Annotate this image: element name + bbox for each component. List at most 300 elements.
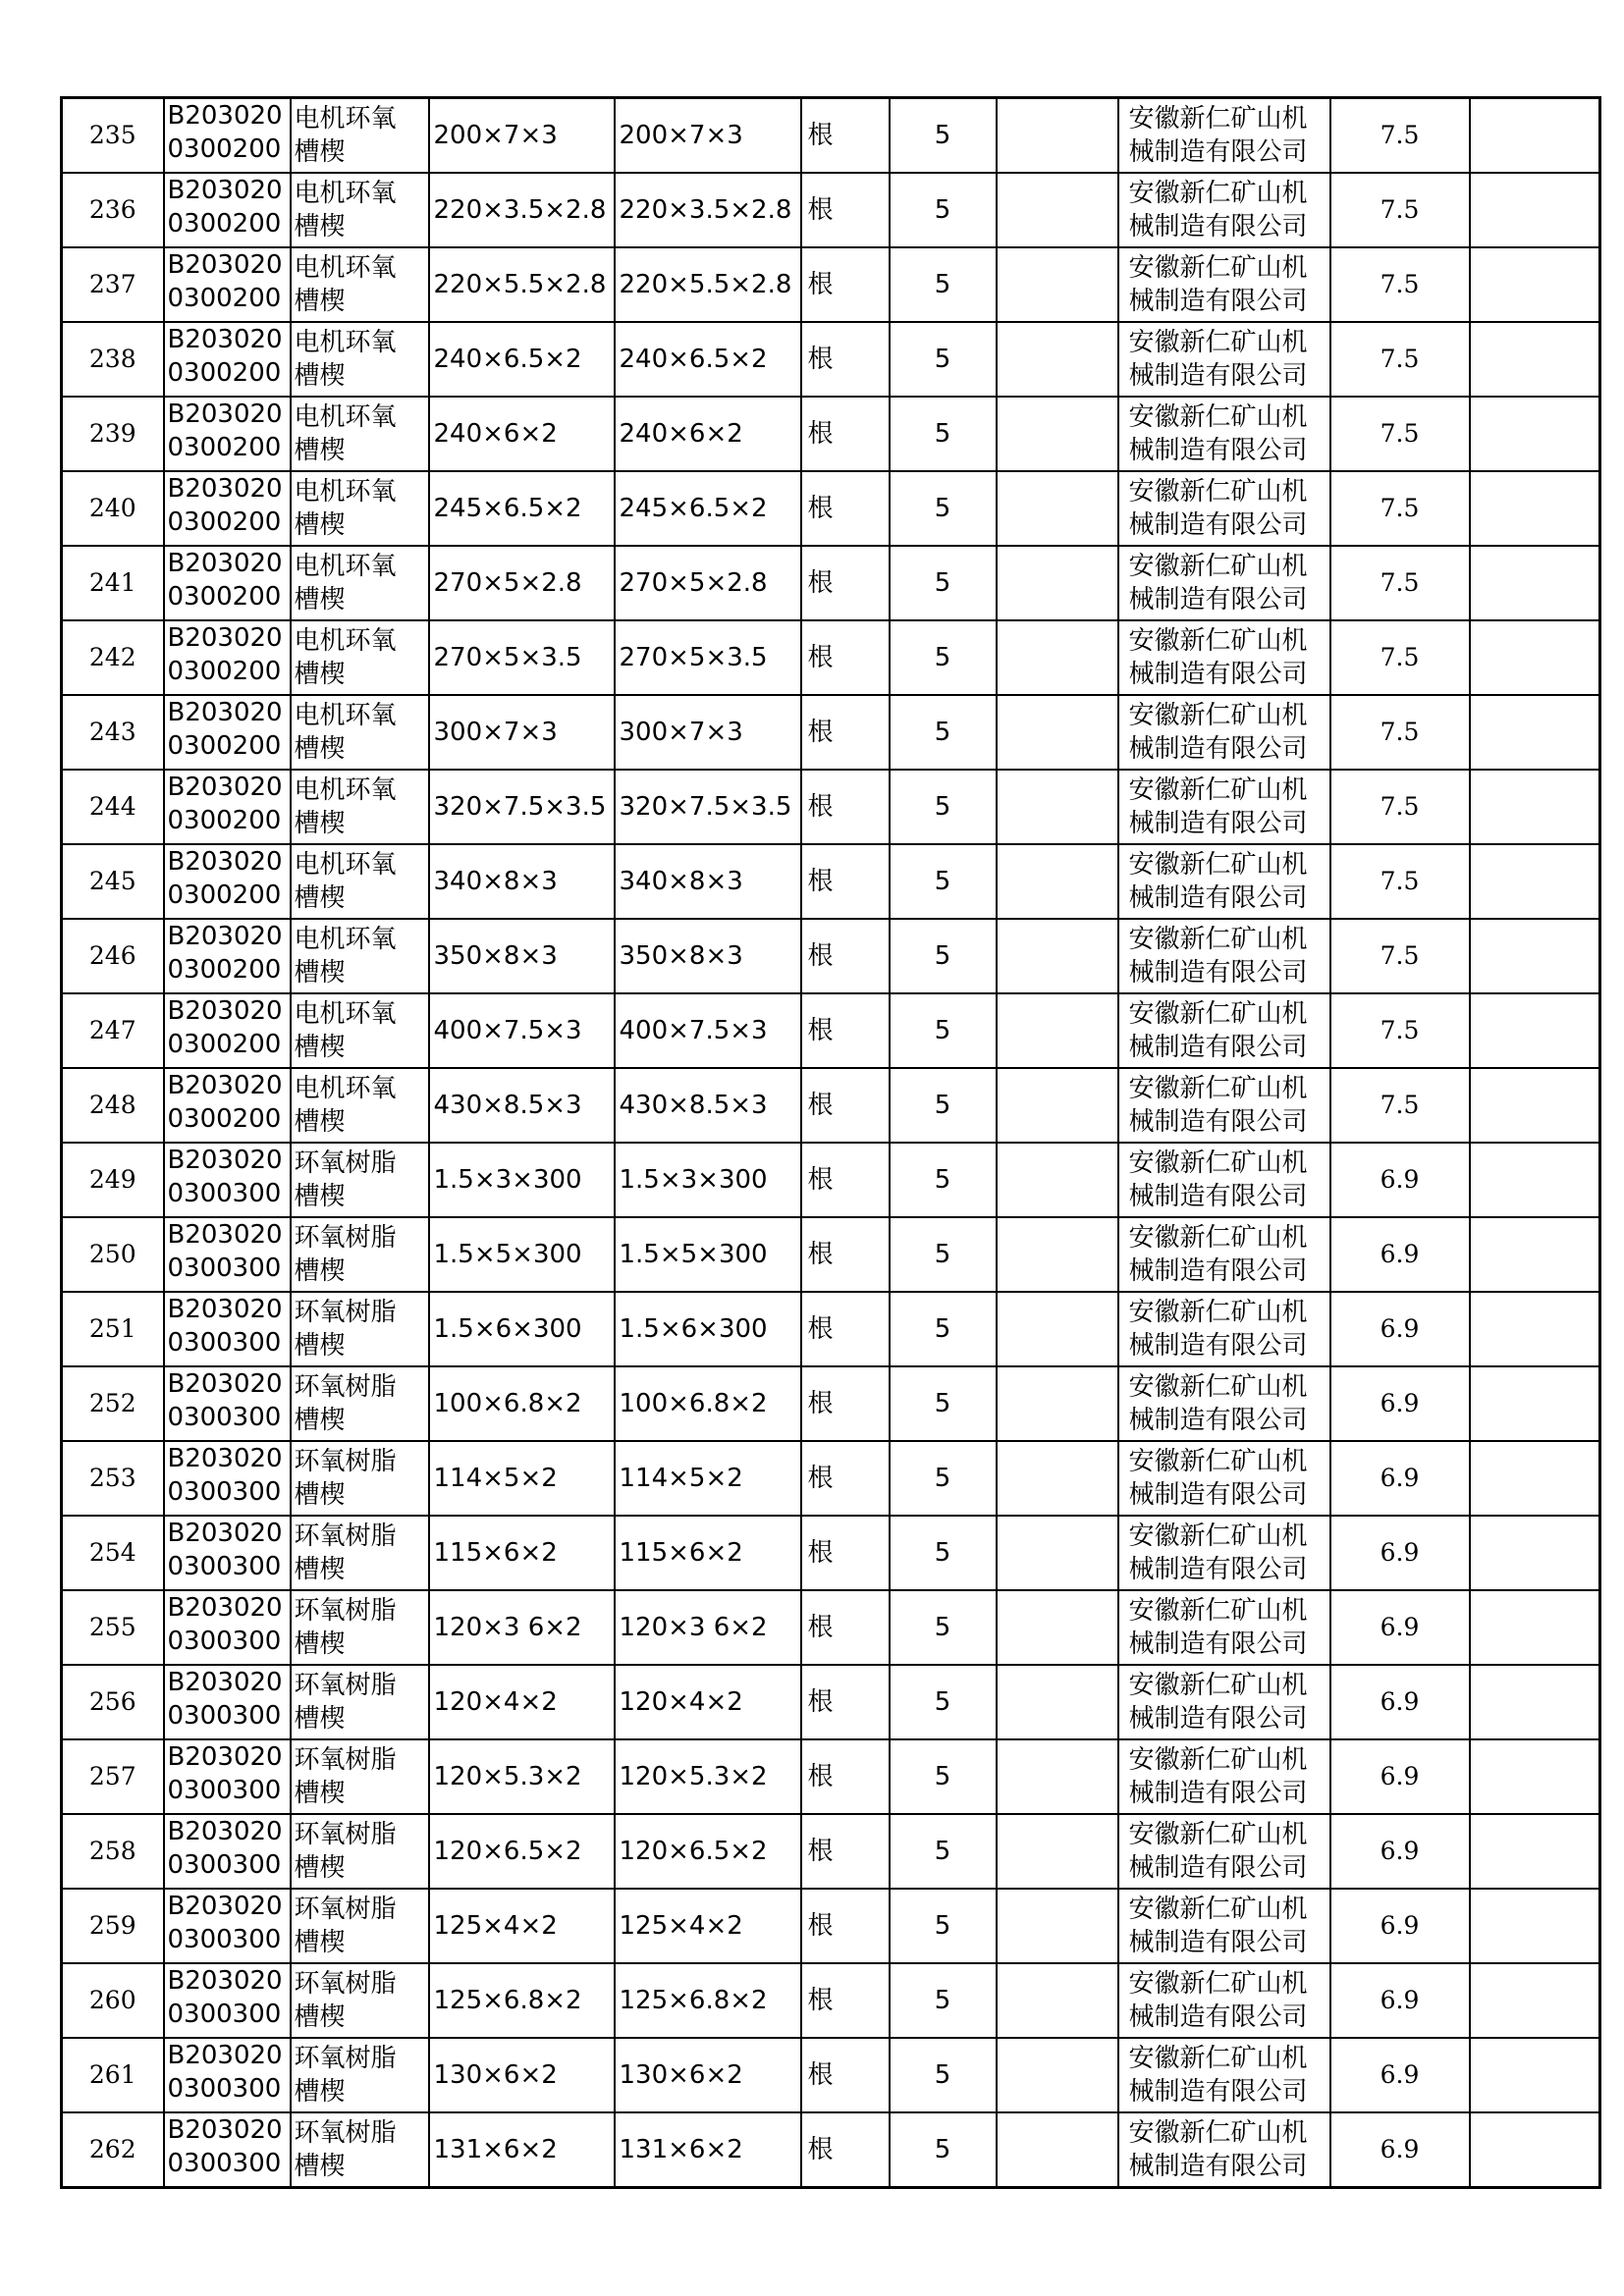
material-name-cell-text: 电机环氧	[294, 626, 397, 656]
spec-cell: 320×7.5×3.5	[429, 770, 615, 844]
material-code-cell-text: B203020	[167, 1817, 283, 1846]
material-name-cell-text: 槽楔	[294, 1853, 346, 1883]
spec-cell: 240×6×2	[429, 397, 615, 471]
table-row	[62, 695, 1600, 770]
remark-cell	[1470, 1217, 1600, 1292]
row-number-cell: 245	[62, 844, 164, 919]
quantity-cell: 5	[890, 1217, 997, 1292]
material-name-cell-text: 电机环氧	[294, 850, 397, 880]
material-code-cell	[164, 620, 291, 695]
model-cell: 115×6×2	[615, 1516, 801, 1590]
vendor-cell	[1118, 2112, 1330, 2188]
price-cell: 7.5	[1330, 919, 1470, 993]
vendor-cell	[1118, 397, 1330, 471]
material-code-cell-text: 0300200	[167, 955, 282, 985]
material-name-cell	[291, 1366, 429, 1441]
material-name-cell-text: 槽楔	[294, 1331, 346, 1361]
row-number-cell: 254	[62, 1516, 164, 1590]
quantity-cell: 5	[890, 1963, 997, 2038]
spec-cell: 240×6.5×2	[429, 322, 615, 397]
price-cell: 6.9	[1330, 1516, 1470, 1590]
quantity-cell: 5	[890, 1441, 997, 1516]
blank-cell	[997, 1665, 1118, 1739]
price-cell: 6.9	[1330, 1217, 1470, 1292]
model-cell: 400×7.5×3	[615, 993, 801, 1068]
vendor-cell-text: 械制造有限公司	[1128, 436, 1308, 465]
table-row	[62, 247, 1600, 322]
model-cell: 270×5×2.8	[615, 546, 801, 620]
blank-cell	[997, 1889, 1118, 1963]
material-code-cell-text: 0300300	[167, 1701, 282, 1731]
remark-cell	[1470, 1590, 1600, 1665]
material-name-cell	[291, 1665, 429, 1739]
remark-cell	[1470, 322, 1600, 397]
remark-cell	[1470, 173, 1600, 247]
remark-cell	[1470, 1665, 1600, 1739]
material-code-cell	[164, 770, 291, 844]
price-cell: 7.5	[1330, 322, 1470, 397]
spec-cell: 1.5×6×300	[429, 1292, 615, 1366]
model-cell: 320×7.5×3.5	[615, 770, 801, 844]
material-name-cell	[291, 471, 429, 546]
material-code-cell-text: B203020	[167, 101, 283, 131]
material-code-cell-text: B203020	[167, 773, 283, 802]
material-code-cell-text: B203020	[167, 474, 283, 504]
spec-cell: 300×7×3	[429, 695, 615, 770]
material-code-cell-text: 0300300	[167, 2000, 282, 2029]
remark-cell	[1470, 1068, 1600, 1143]
row-number-cell: 239	[62, 397, 164, 471]
table-row	[62, 546, 1600, 620]
material-name-cell	[291, 397, 429, 471]
unit-cell: 根	[801, 471, 890, 546]
material-code-cell	[164, 1068, 291, 1143]
table-row	[62, 1366, 1600, 1441]
remark-cell	[1470, 1739, 1600, 1814]
quantity-cell: 5	[890, 1665, 997, 1739]
material-name-cell-text: 环氧树脂	[294, 1447, 397, 1476]
material-code-cell	[164, 247, 291, 322]
vendor-cell-text: 械制造有限公司	[1128, 1182, 1308, 1211]
vendor-cell-text: 械制造有限公司	[1128, 1555, 1308, 1584]
material-code-cell-text: B203020	[167, 1295, 283, 1324]
row-number-cell: 236	[62, 173, 164, 247]
spec-cell: 120×6.5×2	[429, 1814, 615, 1889]
row-number-cell: 257	[62, 1739, 164, 1814]
table-row	[62, 2112, 1600, 2188]
row-number-cell: 261	[62, 2038, 164, 2112]
material-code-cell-text: 0300200	[167, 507, 282, 537]
row-number-cell: 247	[62, 993, 164, 1068]
quantity-cell: 5	[890, 844, 997, 919]
material-code-cell-text: B203020	[167, 1668, 283, 1697]
material-code-cell-text: 0300300	[167, 1403, 282, 1432]
quantity-cell: 5	[890, 993, 997, 1068]
material-code-cell-text: B203020	[167, 1742, 283, 1772]
row-number-cell: 260	[62, 1963, 164, 2038]
unit-cell: 根	[801, 1739, 890, 1814]
vendor-cell-text: 械制造有限公司	[1128, 1406, 1308, 1435]
material-name-cell	[291, 2112, 429, 2188]
vendor-cell-text: 械制造有限公司	[1128, 1107, 1308, 1137]
vendor-cell-text: 械制造有限公司	[1128, 883, 1308, 913]
material-name-cell-text: 电机环氧	[294, 104, 397, 133]
vendor-cell	[1118, 322, 1330, 397]
vendor-cell-text: 安徽新仁矿山机	[1128, 1745, 1308, 1775]
table-row	[62, 1143, 1600, 1217]
blank-cell	[997, 993, 1118, 1068]
quantity-cell: 5	[890, 770, 997, 844]
vendor-cell	[1118, 1516, 1330, 1590]
vendor-cell-text: 安徽新仁矿山机	[1128, 701, 1308, 730]
material-name-cell-text: 槽楔	[294, 660, 346, 689]
material-name-cell	[291, 1889, 429, 1963]
row-number-cell: 253	[62, 1441, 164, 1516]
row-number-cell: 241	[62, 546, 164, 620]
spec-cell: 270×5×2.8	[429, 546, 615, 620]
vendor-cell-text: 安徽新仁矿山机	[1128, 1298, 1308, 1327]
blank-cell	[997, 98, 1118, 174]
spec-cell: 200×7×3	[429, 98, 615, 174]
unit-cell: 根	[801, 1590, 890, 1665]
vendor-cell-text: 械制造有限公司	[1128, 1629, 1308, 1659]
material-code-cell-text: B203020	[167, 1369, 283, 1399]
remark-cell	[1470, 1889, 1600, 1963]
price-cell: 6.9	[1330, 1665, 1470, 1739]
vendor-cell	[1118, 173, 1330, 247]
vendor-cell-text: 安徽新仁矿山机	[1128, 253, 1308, 283]
remark-cell	[1470, 247, 1600, 322]
material-code-cell-text: 0300200	[167, 657, 282, 686]
vendor-cell-text: 械制造有限公司	[1128, 287, 1308, 316]
vendor-cell	[1118, 1889, 1330, 1963]
vendor-cell-text: 械制造有限公司	[1128, 2152, 1308, 2181]
spec-cell: 1.5×3×300	[429, 1143, 615, 1217]
spec-cell: 1.5×5×300	[429, 1217, 615, 1292]
table-row	[62, 1292, 1600, 1366]
blank-cell	[997, 770, 1118, 844]
row-number-cell: 251	[62, 1292, 164, 1366]
price-cell: 6.9	[1330, 2038, 1470, 2112]
table-row	[62, 1516, 1600, 1590]
unit-cell: 根	[801, 322, 890, 397]
material-name-cell	[291, 247, 429, 322]
material-name-cell-text: 槽楔	[294, 958, 346, 988]
material-code-cell-text: B203020	[167, 847, 283, 877]
material-name-cell-text: 槽楔	[294, 436, 346, 465]
vendor-cell-text: 安徽新仁矿山机	[1128, 104, 1308, 133]
blank-cell	[997, 546, 1118, 620]
vendor-cell-text: 安徽新仁矿山机	[1128, 477, 1308, 507]
unit-cell: 根	[801, 1889, 890, 1963]
quantity-cell: 5	[890, 247, 997, 322]
material-code-cell	[164, 546, 291, 620]
vendor-cell-text: 械制造有限公司	[1128, 660, 1308, 689]
model-cell: 245×6.5×2	[615, 471, 801, 546]
material-code-cell-text: B203020	[167, 549, 283, 578]
unit-cell: 根	[801, 993, 890, 1068]
unit-cell: 根	[801, 1366, 890, 1441]
material-code-cell	[164, 173, 291, 247]
vendor-cell-text: 安徽新仁矿山机	[1128, 1820, 1308, 1849]
quantity-cell: 5	[890, 2112, 997, 2188]
material-name-cell-text: 环氧树脂	[294, 1522, 397, 1551]
vendor-cell	[1118, 2038, 1330, 2112]
material-code-cell	[164, 1739, 291, 1814]
material-code-cell	[164, 1292, 291, 1366]
unit-cell: 根	[801, 397, 890, 471]
model-cell: 120×5.3×2	[615, 1739, 801, 1814]
material-name-cell-text: 槽楔	[294, 1406, 346, 1435]
material-name-cell-text: 电机环氧	[294, 999, 397, 1029]
table-row	[62, 1963, 1600, 2038]
unit-cell: 根	[801, 1441, 890, 1516]
blank-cell	[997, 1217, 1118, 1292]
vendor-cell-text: 械制造有限公司	[1128, 2002, 1308, 2032]
quantity-cell: 5	[890, 471, 997, 546]
blank-cell	[997, 1143, 1118, 1217]
material-code-cell-text: B203020	[167, 996, 283, 1026]
unit-cell: 根	[801, 919, 890, 993]
blank-cell	[997, 1590, 1118, 1665]
model-cell: 120×4×2	[615, 1665, 801, 1739]
remark-cell	[1470, 695, 1600, 770]
table-row	[62, 1217, 1600, 1292]
remark-cell	[1470, 2112, 1600, 2188]
vendor-cell-text: 安徽新仁矿山机	[1128, 1372, 1308, 1402]
row-number-cell: 240	[62, 471, 164, 546]
remark-cell	[1470, 844, 1600, 919]
model-cell: 100×6.8×2	[615, 1366, 801, 1441]
vendor-cell-text: 安徽新仁矿山机	[1128, 925, 1308, 954]
vendor-cell	[1118, 844, 1330, 919]
model-cell: 120×6.5×2	[615, 1814, 801, 1889]
model-cell: 1.5×6×300	[615, 1292, 801, 1366]
material-name-cell	[291, 919, 429, 993]
price-table	[60, 96, 1601, 2189]
vendor-cell-text: 安徽新仁矿山机	[1128, 328, 1308, 357]
vendor-cell	[1118, 620, 1330, 695]
row-number-cell: 243	[62, 695, 164, 770]
material-name-cell	[291, 173, 429, 247]
vendor-cell-text: 械制造有限公司	[1128, 1779, 1308, 1808]
material-name-cell-text: 槽楔	[294, 734, 346, 764]
vendor-cell	[1118, 1963, 1330, 2038]
model-cell: 240×6×2	[615, 397, 801, 471]
material-name-cell	[291, 1814, 429, 1889]
material-code-cell-text: 0300200	[167, 806, 282, 835]
quantity-cell: 5	[890, 546, 997, 620]
spec-cell: 220×5.5×2.8	[429, 247, 615, 322]
spec-cell: 125×6.8×2	[429, 1963, 615, 2038]
table-row	[62, 2038, 1600, 2112]
material-code-cell-text: 0300200	[167, 731, 282, 761]
table-row	[62, 173, 1600, 247]
quantity-cell: 5	[890, 695, 997, 770]
unit-cell: 根	[801, 2038, 890, 2112]
material-name-cell	[291, 546, 429, 620]
blank-cell	[997, 1292, 1118, 1366]
row-number-cell: 246	[62, 919, 164, 993]
material-name-cell	[291, 993, 429, 1068]
remark-cell	[1470, 2038, 1600, 2112]
material-name-cell-text: 环氧树脂	[294, 2118, 397, 2148]
material-code-cell-text: 0300300	[167, 2074, 282, 2104]
price-cell: 6.9	[1330, 1739, 1470, 1814]
price-cell: 6.9	[1330, 1889, 1470, 1963]
row-number-cell: 242	[62, 620, 164, 695]
material-code-cell-text: B203020	[167, 250, 283, 280]
material-code-cell-text: 0300200	[167, 1030, 282, 1059]
vendor-cell-text: 安徽新仁矿山机	[1128, 850, 1308, 880]
spec-cell: 114×5×2	[429, 1441, 615, 1516]
material-name-cell-text: 槽楔	[294, 1629, 346, 1659]
model-cell: 125×4×2	[615, 1889, 801, 1963]
vendor-cell-text: 安徽新仁矿山机	[1128, 1895, 1308, 1924]
vendor-cell	[1118, 1590, 1330, 1665]
row-number-cell: 248	[62, 1068, 164, 1143]
material-name-cell-text: 槽楔	[294, 585, 346, 614]
material-name-cell	[291, 1441, 429, 1516]
row-number-cell: 255	[62, 1590, 164, 1665]
model-cell: 220×5.5×2.8	[615, 247, 801, 322]
material-name-cell-text: 槽楔	[294, 1256, 346, 1286]
material-code-cell	[164, 1590, 291, 1665]
remark-cell	[1470, 471, 1600, 546]
vendor-cell-text: 安徽新仁矿山机	[1128, 1969, 1308, 1999]
spec-cell: 130×6×2	[429, 2038, 615, 2112]
material-code-cell	[164, 1889, 291, 1963]
blank-cell	[997, 1963, 1118, 2038]
material-name-cell-text: 电机环氧	[294, 328, 397, 357]
material-code-cell-text: B203020	[167, 623, 283, 653]
vendor-cell-text: 械制造有限公司	[1128, 734, 1308, 764]
material-name-cell-text: 槽楔	[294, 510, 346, 540]
vendor-cell-text: 安徽新仁矿山机	[1128, 2044, 1308, 2073]
quantity-cell: 5	[890, 98, 997, 174]
table-row	[62, 1441, 1600, 1516]
material-code-cell	[164, 322, 291, 397]
material-name-cell	[291, 695, 429, 770]
vendor-cell-text: 械制造有限公司	[1128, 361, 1308, 391]
spec-cell: 340×8×3	[429, 844, 615, 919]
table-row	[62, 1889, 1600, 1963]
material-name-cell-text: 电机环氧	[294, 775, 397, 805]
material-code-cell	[164, 1516, 291, 1590]
material-code-cell-text: 0300200	[167, 881, 282, 910]
quantity-cell: 5	[890, 1516, 997, 1590]
material-name-cell-text: 槽楔	[294, 883, 346, 913]
material-code-cell-text: 0300300	[167, 1254, 282, 1283]
material-name-cell	[291, 844, 429, 919]
material-name-cell	[291, 2038, 429, 2112]
vendor-cell	[1118, 1739, 1330, 1814]
unit-cell: 根	[801, 173, 890, 247]
material-name-cell-text: 环氧树脂	[294, 1298, 397, 1327]
quantity-cell: 5	[890, 173, 997, 247]
vendor-cell-text: 械制造有限公司	[1128, 212, 1308, 241]
material-name-cell-text: 环氧树脂	[294, 1148, 397, 1178]
model-cell: 300×7×3	[615, 695, 801, 770]
material-code-cell-text: 0300300	[167, 1179, 282, 1208]
blank-cell	[997, 1814, 1118, 1889]
remark-cell	[1470, 1366, 1600, 1441]
remark-cell	[1470, 1516, 1600, 1590]
material-code-cell-text: B203020	[167, 1593, 283, 1623]
material-name-cell-text: 电机环氧	[294, 179, 397, 208]
vendor-cell-text: 械制造有限公司	[1128, 2077, 1308, 2107]
material-name-cell	[291, 1217, 429, 1292]
row-number-cell: 237	[62, 247, 164, 322]
unit-cell: 根	[801, 620, 890, 695]
model-cell: 125×6.8×2	[615, 1963, 801, 2038]
material-name-cell	[291, 98, 429, 174]
material-name-cell-text: 环氧树脂	[294, 1820, 397, 1849]
vendor-cell-text: 械制造有限公司	[1128, 137, 1308, 167]
material-name-cell-text: 环氧树脂	[294, 1372, 397, 1402]
unit-cell: 根	[801, 247, 890, 322]
price-cell: 7.5	[1330, 546, 1470, 620]
vendor-cell-text: 械制造有限公司	[1128, 809, 1308, 838]
material-code-cell-text: 0300300	[167, 1552, 282, 1581]
material-name-cell	[291, 322, 429, 397]
model-cell: 200×7×3	[615, 98, 801, 174]
unit-cell: 根	[801, 1516, 890, 1590]
vendor-cell	[1118, 1366, 1330, 1441]
quantity-cell: 5	[890, 1814, 997, 1889]
vendor-cell-text: 安徽新仁矿山机	[1128, 1596, 1308, 1626]
spec-cell: 270×5×3.5	[429, 620, 615, 695]
vendor-cell-text: 械制造有限公司	[1128, 1704, 1308, 1734]
table-row	[62, 620, 1600, 695]
material-name-cell-text: 槽楔	[294, 2002, 346, 2032]
unit-cell: 根	[801, 1143, 890, 1217]
material-code-cell-text: B203020	[167, 1519, 283, 1548]
material-code-cell-text: B203020	[167, 176, 283, 205]
material-code-cell	[164, 1665, 291, 1739]
remark-cell	[1470, 620, 1600, 695]
material-code-cell-text: 0300200	[167, 209, 282, 239]
spec-cell: 125×4×2	[429, 1889, 615, 1963]
material-code-cell-text: B203020	[167, 1892, 283, 1921]
material-code-cell-text: B203020	[167, 2041, 283, 2070]
material-code-cell-text: 0300300	[167, 1477, 282, 1507]
material-name-cell	[291, 1590, 429, 1665]
model-cell: 350×8×3	[615, 919, 801, 993]
model-cell: 130×6×2	[615, 2038, 801, 2112]
price-cell: 7.5	[1330, 620, 1470, 695]
material-code-cell-text: 0300300	[167, 1776, 282, 1805]
vendor-cell-text: 械制造有限公司	[1128, 1033, 1308, 1062]
vendor-cell-text: 安徽新仁矿山机	[1128, 626, 1308, 656]
material-name-cell-text: 槽楔	[294, 1779, 346, 1808]
material-code-cell	[164, 397, 291, 471]
price-cell: 6.9	[1330, 1143, 1470, 1217]
remark-cell	[1470, 1814, 1600, 1889]
price-cell: 7.5	[1330, 98, 1470, 174]
vendor-cell-text: 械制造有限公司	[1128, 1928, 1308, 1957]
material-name-cell-text: 槽楔	[294, 1704, 346, 1734]
vendor-cell-text: 安徽新仁矿山机	[1128, 1447, 1308, 1476]
row-number-cell: 258	[62, 1814, 164, 1889]
material-name-cell-text: 电机环氧	[294, 1074, 397, 1103]
quantity-cell: 5	[890, 620, 997, 695]
price-cell: 7.5	[1330, 844, 1470, 919]
remark-cell	[1470, 1441, 1600, 1516]
material-code-cell	[164, 2038, 291, 2112]
material-name-cell-text: 环氧树脂	[294, 1745, 397, 1775]
price-cell: 7.5	[1330, 397, 1470, 471]
